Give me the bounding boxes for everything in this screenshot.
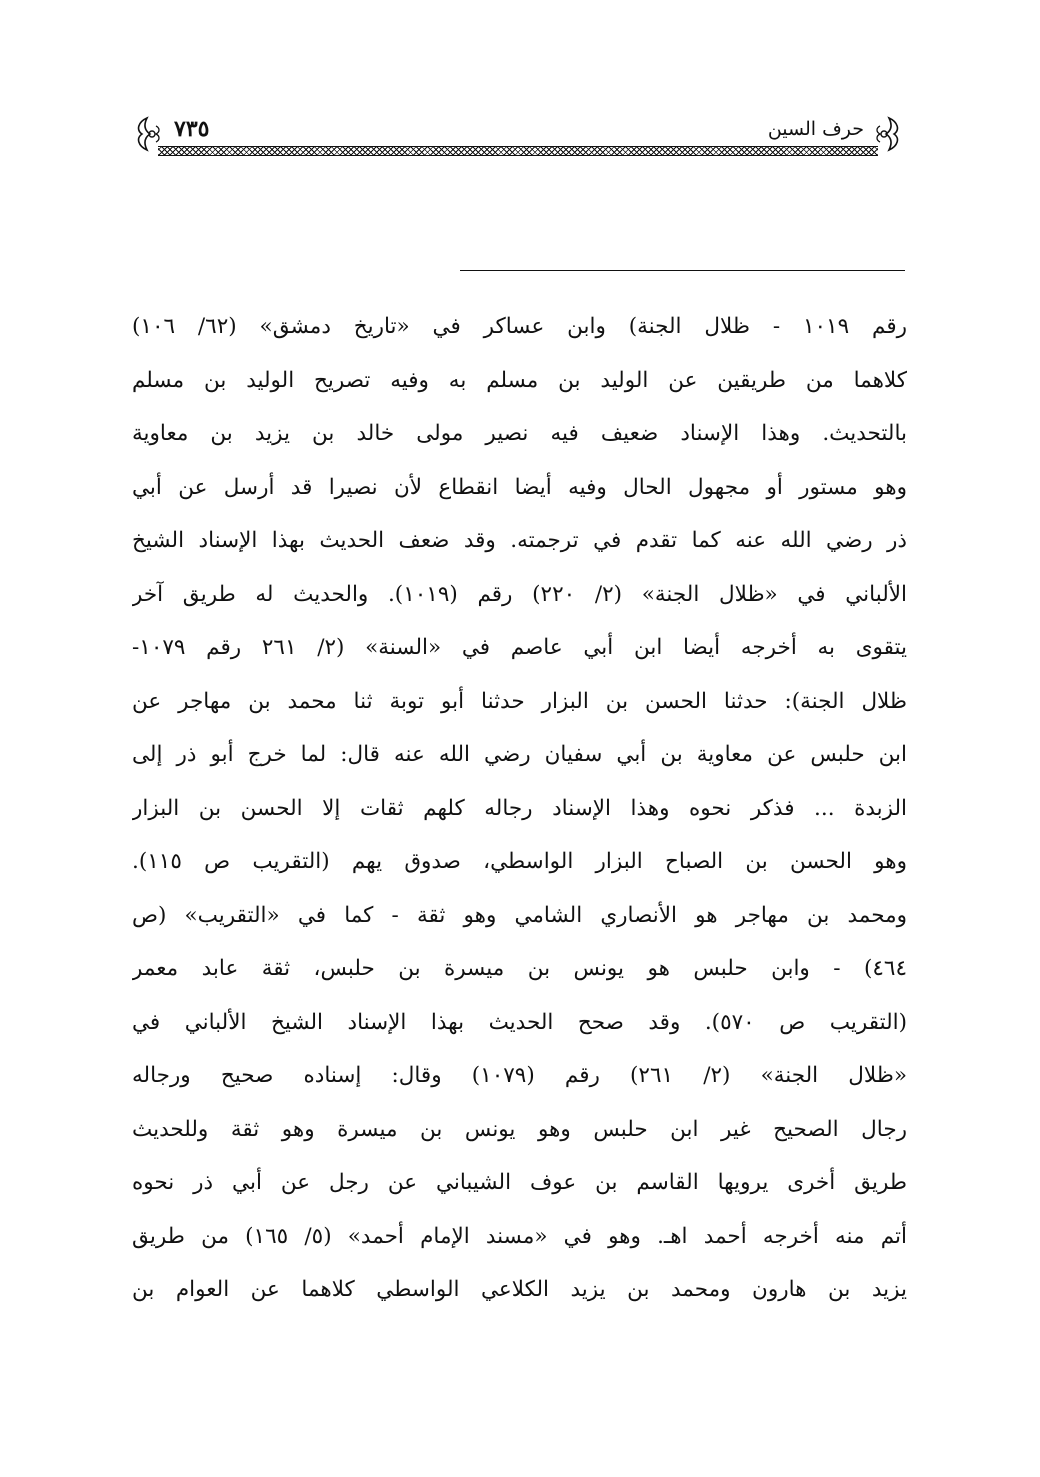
- text-line: «ظلال الجنة» (٢/ ٢٦١) رقم (١٠٧٩) وقال: إسناده صحيح ورجاله: [132, 1063, 907, 1088]
- text-line: طريق أخرى يرويها القاسم بن عوف الشيباني عن رجل عن أبي ذر نحوه: [132, 1170, 907, 1195]
- text-line: رجال الصحيح غير ابن حلبس وهو يونس بن ميسرة وهو ثقة وللحديث: [132, 1116, 907, 1142]
- text-line: ابن حلبس عن معاوية بن أبي سفيان رضي الله عنه قال: لما خرج أبو ذر إلى: [132, 742, 907, 767]
- running-header-title: حرف السين: [767, 118, 864, 140]
- text-line: بالتحديث. وهذا الإسناد ضعيف فيه نصير مولى خالد بن يزيد بن معاوية: [132, 421, 907, 446]
- text-line: كلاهما من طريقين عن الوليد بن مسلم به وفيه تصريح الوليد بن مسلم: [132, 367, 907, 393]
- footnote-separator: [460, 270, 905, 271]
- text-line: الزبدة ... فذكر نحوه وهذا الإسناد رجاله كلهم ثقات إلا الحسن بن البزار: [132, 795, 907, 821]
- text-line: الألباني في «ظلال الجنة» (٢/ ٢٢٠) رقم (١٠١٩). والحديث له طريق آخر: [132, 581, 907, 607]
- text-line: ٤٦٤) - وابن حلبس هو يونس بن ميسرة بن حلبس، ثقة عابد معمر: [132, 956, 907, 981]
- text-line: ظلال الجنة): حدثنا الحسن بن البزار حدثنا أبو توبة ثنا محمد بن مهاجر عن: [132, 688, 907, 714]
- text-line: وهو مستور أو مجهول الحال وفيه أيضا انقطاع لأن نصيرا قد أرسل عن أبي: [132, 474, 907, 500]
- text-line: أتم منه أخرجه أحمد اهـ. وهو في «مسند الإمام أحمد» (٥/ ١٦٥) من طريق: [132, 1223, 907, 1249]
- floral-ornament-icon: [874, 114, 904, 154]
- header-ornamental-rule: [158, 146, 878, 156]
- text-line: يتقوى به أخرجه أيضا ابن أبي عاصم في «السنة» (٢/ ٢٦١ رقم ١٠٧٩-: [132, 635, 907, 660]
- page-header: [132, 108, 904, 158]
- text-line: يزيد بن هارون ومحمد بن يزيد الكلاعي الواسطي كلاهما عن العوام بن: [132, 1277, 907, 1302]
- text-line: رقم ١٠١٩ - ظلال الجنة) وابن عساكر في «تاريخ دمشق» (٦٢/ ١٠٦): [132, 314, 907, 339]
- text-line: وهو الحسن بن الصباح البزار الواسطي، صدوق يهم (التقريب ص ١١٥).: [132, 849, 907, 874]
- page-number: ٧٣٥: [174, 116, 210, 142]
- text-line: ذر رضي الله عنه كما تقدم في ترجمته. وقد ضعف الحديث بهذا الإسناد الشيخ: [132, 528, 907, 553]
- text-line: (التقريب ص ٥٧٠). وقد صحح الحديث بهذا الإسناد الشيخ الألباني في: [132, 1009, 907, 1035]
- text-line: ومحمد بن مهاجر هو الأنصاري الشامي وهو ثقة - كما في «التقريب» (ص: [132, 902, 907, 928]
- footnote-text: [132, 300, 907, 1317]
